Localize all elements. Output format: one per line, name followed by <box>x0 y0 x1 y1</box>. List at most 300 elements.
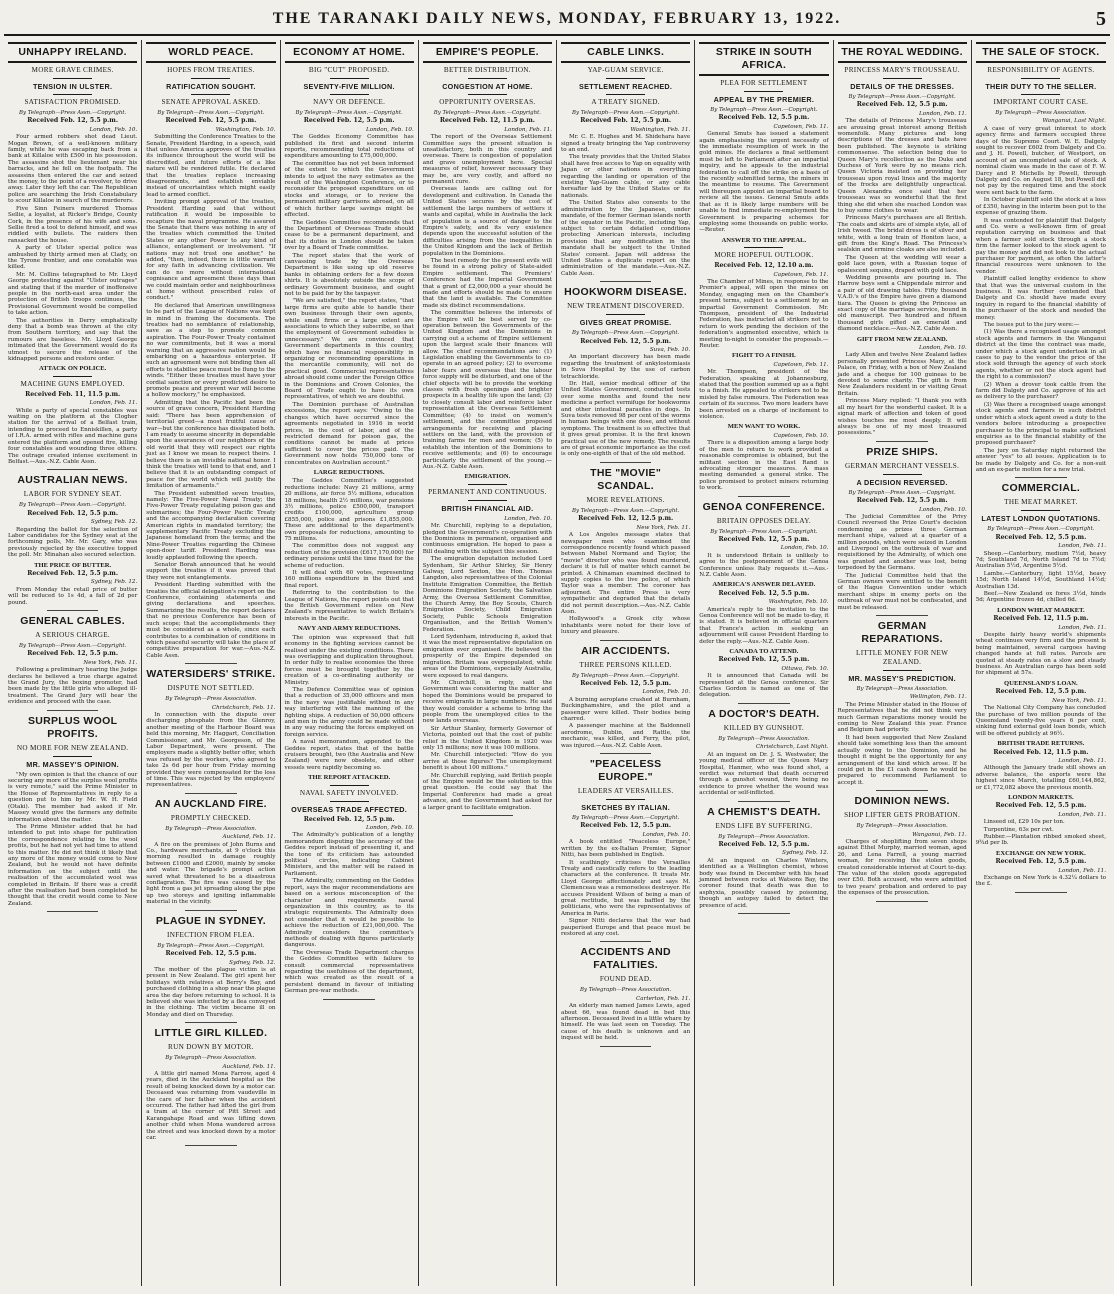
paragraph: The Geddes Committee's suggested reductions include: Navy 21 millions, army 20 millions, air force 5½ millions, education 18 millions, health 2½ millions, war pensions 3½ millions, police £500,000, transport credits £100,000, agriculture group £855,000, police and prisons £1,855,000. These are additional to the department's own proposals for reductions, amounting to 75 millions. <box>284 478 414 542</box>
headline-australian-news: AUSTRALIAN NEWS. <box>17 474 128 487</box>
wire-credit: By Telegraph—Press Assn.—Copyright. <box>572 815 680 822</box>
deck-line: THREE PERSONS KILLED. <box>579 660 672 669</box>
received-line: Received Feb. 12, 5.5 p.m. <box>580 680 672 687</box>
article-body <box>146 712 275 789</box>
paragraph: The committee does not suggest any reduction of the provision (£617,170,000) for ordinary pensions until the time fixed for the scheme of reduction. <box>284 543 414 569</box>
received-line: Received Feb. 12, 5.5 p.m. <box>718 114 810 122</box>
dateline: London, Feb. 11. <box>1058 757 1106 764</box>
paragraph: General Smuts has issued a statement again emphasising the urgent necessity of the immediate resumption of work in the gold mines. He declares a final settlement must be left to Parliament after an impartial inquiry, and he appeals to the industrial federation to call off the strike on a basis of the recently submitted terms, the miners in the meantime to resume. The Government will thereupon appoint an impartial board to review all the issues. General Smuts adds that as it is likely large numbers will be unable to find immediate re-employment the Government is preparing schemes for employing some thousands on public works.—Reuter. <box>699 131 829 234</box>
paragraph: The Admiralty, commenting on the Geddes report, says the major recommendations are based on a serious misconception of the character and requirements naval organization in this country, as to its strategic requirements. The Admiralty does not consider that it would be possible to achieve the reduction of £21,000,000. The Admiralty considers the committee's methods of dealing with figures particularly dangerous. <box>284 878 414 949</box>
paragraph: A case of very great interest to stock agency firms and farmers occupied three days of the Supreme Court. W. E. Dalgety sought to recover £602 from Dalgety and Co. and J. H. Powell, butcher, of Westport, on account of an uncompleted sale of stock. A nominal claim was made in the case of F. W. Darcy and P. Michells by Powell, through Dalgety and Co. on August 18, but Powell did not pay by the required time and the stock were sent back to the farm. <box>975 125 1106 196</box>
article-end-rule <box>600 640 652 641</box>
article-end-rule <box>600 753 652 754</box>
deck-line: SATISFACTION PROMISED. <box>24 98 121 106</box>
article-dominion-news <box>838 795 967 901</box>
paragraph: It had been suggested that New Zealand should take something less than the amount actually owing to the Dominion, and he thought it might be the opportunity for any arrangement of the kind which arose. If he could get in the £1 cash down he would be prepared to recommend Parliament to accept it. <box>837 734 967 786</box>
dateline: London, Feb. 11. <box>1058 867 1106 874</box>
headline-unhappy-ireland: UNHAPPY IRELAND. <box>8 42 137 63</box>
dateline: London, Feb. 10. <box>642 689 691 696</box>
deck-line: A SERIOUS CHARGE. <box>35 631 111 639</box>
dateline: London, Feb. 10. <box>366 825 414 832</box>
dateline: London, Feb. 10. <box>504 515 552 522</box>
deck-rule <box>744 91 783 92</box>
paragraph: Mr. Churchill interjected: "How do you arrive at those figures? The unemployment benefit is about 100 millions." <box>422 752 552 772</box>
article-end-rule <box>1015 892 1067 893</box>
subhead-canada-to-attend: CANADA TO ATTEND. <box>729 648 799 656</box>
headline-general-cables: GENERAL CABLES. <box>20 615 125 627</box>
article-an-auckland-fire <box>146 798 275 911</box>
article-body <box>146 1071 275 1141</box>
wire-credit: By Telegraph—Press Association. <box>165 825 257 832</box>
article-end-rule <box>185 1022 237 1023</box>
paragraph: The National City Company has concluded the purchase of two million pounds of the Queensland twenty-five years 6 per cent, sinking fund external gold loan bonds, which will be offered publicly at 96½. <box>975 705 1106 737</box>
received-line: Received Feb. 12, 12.10 a.m. <box>714 262 814 270</box>
deck-line: A TREATY SIGNED. <box>591 98 660 106</box>
article-end-rule <box>738 496 790 497</box>
headline-a-doctor-s-death: A DOCTOR'S DEATH. <box>708 707 820 720</box>
dateline: Auckland, Feb. 11. <box>222 834 276 841</box>
article-body <box>146 134 275 659</box>
received-line: Received Feb. 12, 5.5 p.m. <box>718 840 810 848</box>
article-end-rule <box>600 941 652 942</box>
dateline: London, Feb. 11. <box>504 126 552 133</box>
deck-rule <box>1021 94 1060 95</box>
article-the-movie-scandal <box>561 467 690 641</box>
article-end-rule <box>738 913 790 914</box>
article-body <box>699 752 828 797</box>
article-end-rule <box>876 441 928 442</box>
received-line: Received Feb. 12, 11.5 p.m. <box>993 748 1089 756</box>
article-end-rule <box>600 1046 652 1047</box>
wire-credit: By Telegraph—Press Assn.—Copyright. <box>987 526 1095 533</box>
paragraph: Mr. Churchill, in reply, said the Government was considering the matter and hoped the Dominions would be prepared to receive emigrants in large numbers. He said they would consider a scheme to bring the people from the unemployed cities to the new lands overseas. <box>422 679 552 725</box>
paragraph: The emigration deputation included Lord Sydenham, Sir Arthur Shirley, Sir Henry Galway, Lord Sexton, the Hon. Thomas Langdon, also representatives of the Colonial Institute Emigration Committee, the British Dominions Emigration Society, the Salvation Army, the Oversea Settlement Committee, the Church Army, the Boy Scouts, Church Emigration Society, Child Emigration Society, Public Schools Emigration Organisation, and the British Women's Federation. <box>422 556 552 633</box>
masthead-title: THE TARANAKI DAILY NEWS, MONDAY, FEBRUARY 13, 1922. <box>272 10 842 27</box>
article-body <box>699 673 828 699</box>
headline-strike-in-south-africa: STRIKE IN SOUTH AFRICA. <box>699 42 828 76</box>
received-line: Received Feb. 12, 5.5 p.m. <box>27 117 119 125</box>
wire-credit: By Telegraph—Press Association. <box>165 1055 257 1062</box>
subhead-exchange-on-new-york: EXCHANGE ON NEW YORK. <box>995 849 1086 857</box>
subhead-the-report-attacked: THE REPORT ATTACKED. <box>308 774 391 782</box>
wire-credit: By Telegraph—Press Assn.—Copyright. <box>572 507 680 514</box>
article-body <box>561 532 690 636</box>
article-end-rule <box>738 703 790 704</box>
paragraph: Mr. Churchill, replying to a deputation, pledged the Government's co-operation with the Dominions in permanent, organised and continuous emigration. He hoped to pass a Bill dealing with the subject this session. <box>422 523 552 555</box>
article-body <box>838 702 967 786</box>
paragraph: In connection with the dispute over discharging phosphate from the Glenroy, another meeting of the Harbour Board was held this morning, Mr. Haggart, Conciliation Commissioner, and Mr. Georgeson, of the Labor Department, were present. The employers made a slightly better offer, which was refused by the workers, who agreed to take 2s 6d per hour from Friday morning provided they were compensated for the loss of time. This was rejected by the employers' representatives. <box>146 711 276 789</box>
received-line: Received Feb. 12, 5.5 p.m. <box>27 569 119 577</box>
article-body <box>561 697 690 749</box>
deck-rule <box>191 78 230 79</box>
deck-line: RATIFICATION SOUGHT. <box>166 82 256 91</box>
deck-rule <box>53 756 92 757</box>
article-body <box>8 408 137 466</box>
received-line: Received Feb. 12, 5.5 p.m. <box>27 650 119 658</box>
paragraph: Mr. Thompson, president of the Federation, speaking at Johannesburg, stated that the position summed up as a fight to a finish. He appealed to strikers not to be misled by false rumours. The Federation was certain of its success. Two more leaders have been arrested on a charge of incitement to violence. <box>699 369 829 421</box>
paragraph: At an inquest on Charles Winters, identified as a Wellington chemist, whose body was found in December with his head jammed between rocks at Watsons Bay, the coroner found that death was due to asphyxia, possibly caused by poisoning, though an autopsy failed to detect the presence of acid. <box>699 857 829 909</box>
headline-an-auckland-fire: AN AUCKLAND FIRE. <box>154 797 267 810</box>
article-a-doctor-s-death <box>699 708 828 802</box>
paragraph: Senator Borah announced that he would support the treaties if it was proved that they were not entanglements. <box>146 562 276 581</box>
paragraph: The committee believes the interests of the Empire will be best served by co-operation between the Governments of the United Kingdom and the Dominions in carrying out a scheme of Empire settlement upon the largest scale their finances will allow. The chief recommendations are: (1) Legislation enabling the Governments to co-operate in an agreed policy; (2) to overcome labor fears and overseas that the labour force supply will be disturbed, and one of the chief objects will be to provide the working classes with fresh openings and brighter prospects in a healthy life upon the land; (3) to closely consult labor and reinforce labor representation at the Overseas Settlement Committee; (4) to insist on women's settlement, and the committee proposed arrangements for receiving and placing settlers on the land, with the provision of training farms for men and women; (5) to establish the intention of the Dominions to receive settlements; and (6) to encourage particularly the settlement of the young.—Aus.-N.Z. Cable Assn. <box>422 310 552 470</box>
received-line: Received Feb. 12, 5.5 p.m. <box>165 117 257 125</box>
received-line: Received Feb. 12, 5.5 p.m. <box>718 589 810 597</box>
paragraph: The committee has not yet been informed of the extent to which the Government intends to adjust the navy estimates as the result of the Washington Conference, or to reconsider the proposed expenditure on oil stocks and storage, or to review the permanent military garrisons abroad, on all of which further large savings might be effected. <box>284 160 414 219</box>
column-5 <box>557 40 695 1286</box>
article-body <box>561 354 690 458</box>
article-body <box>8 587 137 606</box>
deck-line: GIVES GREAT PROMISE. <box>579 318 672 328</box>
article-peaceless-europe <box>561 758 690 942</box>
deck-rule <box>744 247 783 248</box>
article-genoa-conference <box>699 501 828 704</box>
article-body <box>423 134 552 470</box>
wire-credit: By Telegraph—Press Association. <box>856 823 948 830</box>
article-air-accidents <box>561 645 690 754</box>
column-3 <box>281 40 419 1286</box>
paragraph: The Chamber of Mines, in response to the Premier's appeal, will open the mines on Monday, engaging men on the Chamber's present terms, subject to a settlement by an impartial Government Commission. Mr. Thompson, president of the Industrial Federation, has instructed all strikers not to return to work pending the decision of the federation's augmented executive, which is meeting to-night to consider the proposals.—Reuter. <box>699 278 829 349</box>
subhead-attack-on-police: ATTACK ON POLICE. <box>38 365 107 373</box>
article-body <box>561 1003 690 1041</box>
dateline: London, Feb. 11. <box>1058 543 1106 550</box>
paragraph: Inviting prompt approval of the treaties, President Harding said that without ratification it would be impossible to recapture the naval programme. He assured the Senate that there was nothing in any of the treaties which committed the United States or any other Power to any kind of alliance, entanglement or involvement. "If nations may not trust one another," he added, "then, indeed, there is little warrant for any faith in advancing civilization. We can do no more without international cognisance and agreement these days than we could maintain order and neighbourliness at home without prescribed rules of conduct." <box>146 199 276 302</box>
paragraph: Mr. C. E. Hughes and M. Shidehara have signed a treaty bringing the Yap controversy to an end. <box>561 134 691 154</box>
dateline: London, Feb. 10. <box>642 831 691 838</box>
wire-credit: By Telegraph—Press Association. <box>718 735 810 742</box>
deck-line: TENSION IN ULSTER. <box>32 82 113 91</box>
paragraph: The authorities in Derry emphatically deny that a bomb was thrown at the city from Southern territory, and say that the rumours are baseless. Mr. Lloyd George intimated that the Government would do its utmost to secure the release of the kidnapped persons and restore order. <box>8 317 138 363</box>
article-a-chemist-s-death <box>699 806 828 914</box>
deck-line: CONGESTION AT HOME. <box>442 82 533 91</box>
paragraph: From Monday the retail price of butter will be reduced to 1s 4d, a fall of 2d per pound. <box>8 586 138 606</box>
article-body <box>146 842 275 906</box>
paragraph: (1) Was there a recognised usage amongst stock agents and farmers in the Wanganui district at the time the contract was made, under which a stock agent undertook in all cases to pay to the vendor the price of the stock sold through the agency of such stock agents, whether or not the stock agent had the right to a commission? <box>975 329 1106 381</box>
article-body <box>976 126 1106 474</box>
article-economy-at-home <box>285 42 414 1000</box>
received-line: Received Feb. 12, 5.5 p.m. <box>856 497 948 505</box>
article-body <box>561 134 690 277</box>
dateline: Ottawa, Feb. 10. <box>781 665 829 672</box>
headline-economy-at-home: ECONOMY AT HOME. <box>285 42 414 63</box>
article-german-reparations <box>838 620 967 791</box>
paragraph: Lambs.—Canterbury, light 15½d, heavy 15d; North Island 14½d, Southland 14½d; Australian 13d. <box>975 570 1106 590</box>
article-body <box>8 667 137 705</box>
article-body <box>699 858 828 909</box>
paragraph: Admitting that the Pacific had been the source of grave concern, President Harding said: "There has been apprehension of territorial greed—a most fruitful cause of war—but the conference has dissipated both. I am ready to assume sincerity in dependable upon the assurances of our neighbors of the old world that they will respect our rights just as I know we mean to respect theirs. I believe there is an invisible national honor. I think the treaties will tend to that end, and I believe that it is an outstanding compact of peace for the world which will justify the limitation of armaments." <box>146 399 276 490</box>
paragraph: "We are satisfied," the report states, "that large firms are quite able to handle their own business through their own agents, while small firms or a large extent are associations to which they subscribe, so that the employment of Government subsidies is unnecessary." We are convinced that Government departments in this country, which have no financial responsibility in organizing or recommending operations in the mercantile community, will not do practical good. Commercial representatives abroad should come under the Foreign Office in the Dominions and Crown Colonies, the Board of Trade ought to have its own representatives, of which we are doubtful. <box>284 298 414 401</box>
paragraph: A little girl named Mona Farrow, aged 4 years, died in the Auckland hospital as the result of being knocked down by a motor car. Deceased was returning from vaudeville in the care of her father when the accident occurred. The father had lifted the girl from a tram at the corner of Pitt Street and Karangahape Road and was lifting down another child when Mona wandered across the street and was knocked down by a motor car. <box>146 1070 276 1142</box>
wire-credit: By Telegraph—Press Assn.—Copyright. <box>157 110 265 116</box>
page-number: 5 <box>1096 8 1106 30</box>
paragraph: Although the January trade still shows an adverse balance, the exports were the highest since March, totalling £60,144,862, or £1,772,082 above the previous month. <box>975 765 1106 791</box>
headline-world-peace: WORLD PEACE. <box>146 42 275 63</box>
paragraph: The Overseas Trade Department charges the Geddes Committee with failure to consult commercial representatives regarding the usefulness of the department, which was created as the result of a persistent demand in favour of initiating German pre-war methods. <box>284 949 414 995</box>
headline-watersiders-strike: WATERSIDERS' STRIKE. <box>146 668 276 681</box>
paragraph: America's reply to the invitation to the Genoa Conference will not be made to-day, it is stated. It is believed in official quarters that France's action in seeking an adjournment will cause President Harding to defer the reply.—Aus.-N.Z. Cable Assn. <box>699 606 829 645</box>
deck-rule <box>606 799 645 800</box>
dateline: London, Feb. 10. <box>919 345 967 352</box>
paragraph: A Los Angeles message states that newspaper men who examined the correspondence recently found which passed between Mabel Normand and Taylor, the "movie" director who was found murdered, declare it is full of matter which cannot be printed. A Chinaman examined declined to supply copies to the live police, of which Taylor was a member. The coroner has adjourned. The entire Press is very sympathetic and degraded that the details did not permit description.—Aus.-N.Z. Cable Assn. <box>561 532 691 615</box>
paragraph: The issues put to the jury were:— <box>983 322 1080 328</box>
deck-line: IMPORTANT COURT CASE. <box>993 98 1089 106</box>
received-line: Received Feb. 12, 5.5 p.m. <box>856 101 948 109</box>
received-line: Received Feb. 12, 11.5 p.m. <box>439 117 535 125</box>
deck-line: INFECTION FROM FLEA. <box>167 930 255 939</box>
received-line: Received Feb. 12, 5.5 p.m. <box>303 117 395 125</box>
article-end-rule <box>323 999 375 1000</box>
article-end-rule <box>47 911 99 912</box>
subhead-fight-to-a-finish: FIGHT TO A FINISH. <box>731 352 796 360</box>
article-little-girl-killed <box>146 1027 275 1146</box>
deck-line: OVERSEAS TRADE AFFECTED. <box>291 804 408 814</box>
dateline: Christchurch, Feb. 11. <box>211 704 276 711</box>
paragraph: A naval memorandum, appended to the Geddes report, states that of the battle cruisers brought, two (the Australia and New Zealand) were now obsolete, and other vessels were rapidly becoming so. <box>284 739 414 771</box>
paragraph: A passenger machine at the Baldonnell aerodrome, Dublin, and Rattle, the mechanic, was killed, and Ferry, the pilot, was injured.—Aus.-N.Z. Cable Assn. <box>561 723 691 749</box>
wire-credit: By Telegraph—Press Assn.—Copyright. <box>848 489 956 496</box>
received-line: Received Feb. 12, 12.5 p.m. <box>578 515 674 523</box>
deck-line: DETAILS OF THE DRESSES. <box>850 82 955 91</box>
deck-line: RESPONSIBILITY OF AGENTS. <box>987 66 1095 74</box>
paragraph: It was contended for plaintiff that Dalgety and Co. were a well-known firm of great reputation carrying on business and that when a farmer sold stock through a stock firm the farmer looked to the stock agent to pay the money and did not look to the actual purchaser for payment, as often the latter's financial resources were unknown to the vendor. <box>975 217 1106 275</box>
headline-dominion-news: DOMINION NEWS. <box>854 795 950 808</box>
wire-credit: By Telegraph—Press Assn.—Copyright. <box>572 110 680 116</box>
article-end-rule <box>876 615 928 616</box>
deck-line: FOUND DEAD. <box>599 975 652 984</box>
column-1 <box>4 40 142 1286</box>
deck-line: NAVY OR DEFENCE. <box>313 98 386 106</box>
subhead-london-markets: LONDON MARKETS. <box>1008 793 1074 801</box>
paragraph: Plaintiff called lengthy evidence to show that that was the universal custom in the business. It was further contended that Dalgety and Co. should have made every inquiry in regard to the financial stability of the purchaser of the stock and needed the money. <box>975 276 1106 321</box>
subhead-emigration: EMIGRATION. <box>464 473 511 481</box>
deck-line: LATEST LONDON QUOTATIONS. <box>981 514 1101 524</box>
deck-rule <box>606 94 645 95</box>
paragraph: Sheep.—Canterbury, medium 7½d, heavy 7d; Southland 7d, North Island 7d to 7½d; Australian 5½d, Argentine 5½d. <box>975 550 1106 570</box>
dateline: Wellington, Feb. 11. <box>909 694 967 701</box>
wire-credit: By Telegraph—Press Association. <box>718 833 810 840</box>
article-the-royal-wedding <box>838 42 967 442</box>
deck-line: SKETCHES BY ITALIAN. <box>581 803 671 813</box>
headline-peaceless-europe: "PEACELESS EUROPE." <box>589 758 662 784</box>
deck-line: NO MORE FOR NEW ZEALAND. <box>16 743 129 752</box>
dateline: Sydney, Feb. 12. <box>229 959 276 966</box>
paragraph: In October plaintiff sold the stock at a loss of £350, having in the interim been put to the expense of grazing them. <box>975 197 1106 217</box>
paragraph: It is understood Britain is unlikely to agree to the postponement of the Genoa Conference unless Italy requests it.—Aus.-N.Z. Cable Assn. <box>699 552 829 578</box>
article-body <box>699 607 828 645</box>
column-8 <box>972 40 1110 1286</box>
article-body <box>838 118 967 332</box>
subhead-the-price-of-butter: THE PRICE OF BUTTER. <box>34 561 112 569</box>
headline-surplus-wool-profits: SURPLUS WOOL PROFITS. <box>27 714 118 740</box>
deck-line: SENATE APPROVAL ASKED. <box>161 98 261 106</box>
headline-the-sale-of-stock: THE SALE OF STOCK. <box>976 42 1106 63</box>
paragraph: Mr. Churchill replying, said British people of the Empire would be the solution to this great question. He could say that the Imperial Conference had made a great advance, and the Government had asked for a larger grant to facilitate emigration. <box>422 772 552 811</box>
paragraph: The best remedy for the present evils will be found in a strong policy of State-aided Empire settlement. The Premiers' Conference had the Imperial Government that a grant of £2,000,000 a year should be made and efforts should be made to ensure that the land is available. The Committee made six distinct recommendations. <box>422 257 552 309</box>
paragraph: The details of Princess Mary's trousseau are arousing great interest among British womenfolk. Many pictures and long descriptions of the dresses and hats have been published. The keynote is striking commonsense. The selection being due to Queen Mary's recollection as the Duke and Duchess of York were by no means rich. Queen Victoria insisted on providing her trousseau upon royal lines and the majority of the frocks are delightfully unpractical. Queen Alexandra once said that her trousseau was so wonderful that the first thing she did when she reached London was to buy some clothes to wear. <box>837 118 967 214</box>
paragraph: Despite fairly heavy world's shipments wheat continues very firm and the present is being maintained, several cargoes having changed hands at full rates. Parcels are quoted at steady rates on a slow and steady business. An Australian cargo has been sold for shipment at 57s. <box>975 632 1106 677</box>
deck-rule <box>468 94 507 95</box>
column-7 <box>834 40 972 1286</box>
paragraph: The Geddes Committee recommends that the Department of Overseas Trade should cease to be a permanent department, and that its duties in London should be taken over by a Board of Trade committee. <box>284 219 414 252</box>
dateline: Auckland, Feb. 11. <box>222 1063 276 1070</box>
deck-rule <box>330 801 369 802</box>
paragraph: Following a preliminary hearing the Judge declares he believed a true charge against the Grand Jury, the boxing promoter, had been made by the little girls who alleged ill-treatment. The Grand Jury will hear the evidence and proceed with the case. <box>8 667 138 706</box>
dateline: London, Feb. 10. <box>780 545 829 552</box>
headline-a-chemist-s-death: A CHEMIST'S DEATH. <box>707 805 821 818</box>
headline-the-royal-wedding: THE ROYAL WEDDING. <box>838 42 967 63</box>
article-body <box>561 839 690 937</box>
wire-credit: By Telegraph—Press Association. <box>856 686 948 693</box>
paragraph: (2) When a drover took cattle from the farm did Dalgety and Co. approve of his act as delivery to the purchaser? <box>975 381 1106 401</box>
deck-rule <box>53 94 92 95</box>
paragraph: Princess Mary replied: "I thank you with all my heart for the wonderful casket. It is a signal mark of affection and token of good wishes touches me most deeply. It will always be one of my most treasured possessions." <box>837 398 967 437</box>
deck-rule <box>330 78 369 79</box>
deck-line: PLEA FOR SETTLEMENT <box>720 79 808 87</box>
received-line: Received Feb. 12, 5.5 p.m. <box>303 815 395 823</box>
paragraph: Exchange on New York is 4.32¼ dollars to the £. <box>975 875 1106 888</box>
headline-little-girl-killed: LITTLE GIRL KILLED. <box>154 1027 268 1040</box>
paragraph: An important discovery has been made regarding the treatment of ankylostomiasis in Suva Hospital by the use of carbon tetrachloride. <box>561 354 691 380</box>
received-line: Received Feb. 12, 5.5 p.m. <box>995 533 1087 541</box>
dateline: Capetown, Feb. 11. <box>773 123 829 130</box>
received-line: Received Feb. 12, 5.5 p.m. <box>165 950 257 958</box>
deck-rule <box>53 78 92 79</box>
paragraph: Rubber.—Plantation ribbed smoked sheet, 9¾d per lb. <box>975 834 1106 847</box>
dateline: London, Feb. 10. <box>366 126 414 133</box>
subhead-america-s-answer-delayed: AMERICA'S ANSWER DELAYED. <box>712 581 816 589</box>
paragraph: The Prime Minister added that he had intended to put into shape for publication the correspondence relating to the wool profits, but he had not yet had time to attend to this matter. He did not think it likely that any more of the money would come to New Zealand, but he would not have definite information on the subject until the realisation of the accumulated wool was completed in Britain. If there was a credit after the realisation had been completed he thought that the credit would come to New Zealand. <box>8 823 138 907</box>
paragraph: The Judicial Committee held that the German owners were entitled to the benefit of the Hague Convention under which merchant ships in enemy ports on the outbreak of war must not be confiscated, and must be released. <box>837 572 967 611</box>
deck-rule <box>468 484 507 485</box>
article-body <box>699 369 828 420</box>
paragraph: Lady Allen and twelve New Zealand ladies personally presented Princess Mary, at the Palace, on Friday, with a box of New Zealand jade and a cheque for 100 guineas to be devoted to some charity. The gift is from New Zealanders resident in or visiting Great Britain. <box>837 352 967 397</box>
dateline: London, Feb. 10. <box>89 126 138 133</box>
received-line: Received Feb. 12, 5.5 p.m. <box>995 802 1087 810</box>
article-empire-s-people <box>423 42 552 816</box>
subhead-british-trade-returns: BRITISH TRADE RETURNS. <box>997 740 1085 748</box>
dateline: Washington, Feb. 11. <box>630 126 691 133</box>
received-line: Received Feb. 12, 5.5 p.m. <box>580 117 672 125</box>
headline-genoa-conference: GENOA CONFERENCE. <box>702 500 826 513</box>
paragraph: Lord Sydenham, introducing it, asked that it was the most representative deputation on emigration ever organised. He believed the prosperity of the Empire depended on migration. Britain was overpopulated, while areas of the Dominions, especially Australia, were exposed to real dangers. <box>422 634 552 679</box>
article-end-rule <box>185 663 237 664</box>
paragraph: Regarding the ballot for the selection of Labor candidates for the Sydney seat at the forthcoming polls, Mr. Mr. Gary, who was previously rejected by the executive topped the poll. Mr. Minahan also secured selection. <box>8 526 138 559</box>
headline-german-reparations: GERMAN REPARATIONS. <box>861 620 943 646</box>
received-line: Received Feb. 12, 5.5 p.m. <box>718 656 810 664</box>
paragraph: Five Sinn Feiners murdered Thomas Sellie, a loyalist, at Ricker's Bridge, County Cork, in the presence of his wife and sons. Sellie fired a tool to defend himself, and was riddled with bullets. The raiders then ransacked the house. <box>8 205 138 244</box>
paragraph: A party of Ulster special police was ambushed by thirty armed men at Clady, on the Tyrone frontier, and one constable was killed. <box>8 245 138 271</box>
dateline: London, Feb. 11. <box>89 400 138 407</box>
paragraph: Hollywood's a Greek city whose inhabitants were noted for their love of luxury and pleasure. <box>561 616 691 636</box>
deck-line: BETTER DISTRIBUTION. <box>443 66 531 74</box>
deck-line: ENDS LIFE BY SUFFERING. <box>715 821 813 830</box>
deck-line: BIG "CUT" PROPOSED. <box>308 66 390 74</box>
article-body <box>699 131 828 234</box>
deck-line: PROMPTLY CHECKED. <box>170 813 251 822</box>
received-line: Received Feb. 12, 5.5 p.m. <box>995 688 1087 696</box>
article-body <box>976 551 1106 604</box>
deck-rule <box>330 785 369 786</box>
paragraph: Linseed oil, £29 10s per ton. <box>983 819 1065 826</box>
deck-line: LEADERS AT VERSAILLES. <box>577 787 674 796</box>
deck-line: MR. MASSEY'S PREDICTION. <box>848 674 956 684</box>
wire-credit: By Telegraph—Press Assn.—Copyright. <box>157 942 265 949</box>
deck-rule <box>1021 510 1060 511</box>
wire-credit: By Telegraph—Press Assn.—Copyright. <box>710 528 818 535</box>
deck-line: PRINCESS MARY'S TROUSSEAU. <box>844 66 960 74</box>
paragraph: He declared that American unwillingness to be part of the League of Nations was kept in mind in framing the documents. The treaties had no semblance of relationship, save as a step to promote common aspiration. The Four-Power Treaty contained no war commitments, but it was a moral warning that an aggressive nation would be embarking on a hazardous enterprise. If such an agreement were not binding then all efforts to stabilise peace must be flung to the winds. "Either these treaties must have your cordial sanction or every predicted desire to promote peace and prevent war will become a hollow mockery," he emphasized. <box>146 302 276 399</box>
article-end-rule <box>185 910 237 911</box>
paragraph: Signor Nitti declares that the war had pauperised Europe and that peace must be restored at any cost. <box>561 918 691 937</box>
dateline: Capetown, Feb. 11. <box>773 361 829 368</box>
article-end-rule <box>47 610 99 611</box>
wire-credit: By Telegraph—Press Association. <box>995 110 1087 116</box>
article-body <box>8 772 137 908</box>
received-line: Received Feb. 12, 5.5 p.m. <box>995 858 1087 866</box>
deck-line: MORE REVELATIONS. <box>586 495 665 504</box>
article-body <box>699 440 828 491</box>
article-body <box>976 875 1106 888</box>
article-accidents-and-fatalities <box>561 946 690 1046</box>
article-end-rule <box>600 462 652 463</box>
article-end-rule <box>462 815 514 816</box>
deck-line: SETTLEMENT REACHED. <box>579 82 673 91</box>
deck-rule <box>468 78 507 79</box>
deck-line: KILLED BY GUNSHOT. <box>723 723 804 732</box>
paragraph: The Prime Minister stated in the House of Representatives that he did not think very much German reparations money would be coming to New Zealand this year. France and Belgium had priority. <box>837 701 967 734</box>
dateline: Carterton, Feb. 11. <box>636 995 691 1002</box>
wire-credit: By Telegraph—Press Assn.—Copyright. <box>848 94 956 100</box>
deck-line: MORE GRAVE CRIMES. <box>31 66 114 74</box>
dateline: Sydney, Feb. 12. <box>90 519 138 526</box>
deck-rule <box>883 670 922 671</box>
article-body <box>699 279 828 349</box>
column-4 <box>419 40 557 1286</box>
newspaper-page <box>4 4 1110 1286</box>
paragraph: The President submitted seven treaties, namely: The Five-Power Naval Treaty; the Five-Power Treaty regulating poison gas and submarines; the Four-Power Pacific Treaty and the accompanying declaration covering American rights in mandated territory; the supplementary Pacific Treaty excluding the Japanese homeland from the terms; and the Nine-Power Treaties regarding the Chinese open-door tariff. President Harding was loudly applauded following the speech. <box>146 490 276 561</box>
deck-rule <box>191 94 230 95</box>
article-body <box>838 514 967 611</box>
article-commercial <box>976 482 1106 893</box>
dateline: London, Feb. 11. <box>1058 624 1106 631</box>
article-general-cables <box>8 615 137 711</box>
article-end-rule <box>185 1145 237 1146</box>
columns <box>4 40 1110 1286</box>
wire-credit: By Telegraph—Press Assn.—Copyright. <box>572 672 680 679</box>
column-2 <box>142 40 280 1286</box>
deck-line: SHOP LIFTER GETS PROBATION. <box>844 811 961 820</box>
paragraph: Mr. M. Collins telegraphed to Mr. Lloyd George protesting against "Ulster outrages" and stating that if the murder of inoffensive people in the north-east area under the protection of British troops continues, the Provisional Government would be compelled to take action. <box>8 271 138 317</box>
article-body <box>8 527 137 559</box>
paragraph: President Harding submitted with the treaties the official delegation's report on the Conference, containing statements and giving declarations and speeches. Summarizing the results, the report declares that no previous Conference has been of such scope; that the accomplishments they must be considered as a whole, since each contributes to a combination of conditions in which peaceful security will take the place of competitive preparation for war.—Aus.-N.Z. Cable Assn. <box>146 582 276 659</box>
dateline: Capetown, Feb. 10. <box>773 432 829 439</box>
dateline: New York, Feb. 11. <box>83 659 138 666</box>
article-body <box>285 134 414 466</box>
deck-rule <box>1021 78 1060 79</box>
subhead-gift-from-new-zealand: GIFT FROM NEW ZEALAND. <box>856 335 948 343</box>
article-end-rule <box>876 901 928 902</box>
paragraph: Overseas lands are calling out for development and cultivation. In Canada the United States secures by the cost of settlement the large numbers of settlers it wants and capital, while in Australia the lack of population is a source of danger to the Empire's safety, and its very existence depends upon the successful solution of the difficulties arising from the inequalities in the United Kingdom and the lack of British population in the Dominions. <box>422 186 552 257</box>
wire-credit: By Telegraph—Press Assn.—Copyright. <box>572 330 680 337</box>
paragraph: The Dominion purchase of Australian excessions, the report says: "Owing to the changes which have occurred since the agreements negotiated in 1916 in world prices, in the cost of labor, and of the restricted demand for poison gas, the conditions cannot be made at prices sufficient to cover the prices paid. The Government now holds 750,000 tons of concentrates on Australian account." <box>284 401 414 466</box>
paragraph: The report of the Overseas Settlement Committee says the present situation is unsatisfactory, both in this country and overseas. There is congestion of population and grave unemployment here. Special measures of relief, however necessary they may be, are very costly, and afford no permanent cure. <box>422 134 552 186</box>
article-end-rule <box>738 801 790 802</box>
article-plague-in-sydney <box>146 915 275 1023</box>
dateline: Washington, Feb. 10. <box>768 599 829 606</box>
headline-hookworm-disease: HOOKWORM DISEASE. <box>564 286 688 299</box>
paragraph: A fire on the premises of John Burns and Co., hardware merchants, at 9 o'clock this morning resulted in damage roughly between £1000 and £2000, mainly by smoke and water. The brigade's prompt action saved what threatened to be a disastrous conflagration. The fire was caused by the light from a gas jet spreading along the pipe up two storeys and igniting inflammable material in the vicinity. <box>146 841 276 906</box>
article-body <box>699 553 828 579</box>
